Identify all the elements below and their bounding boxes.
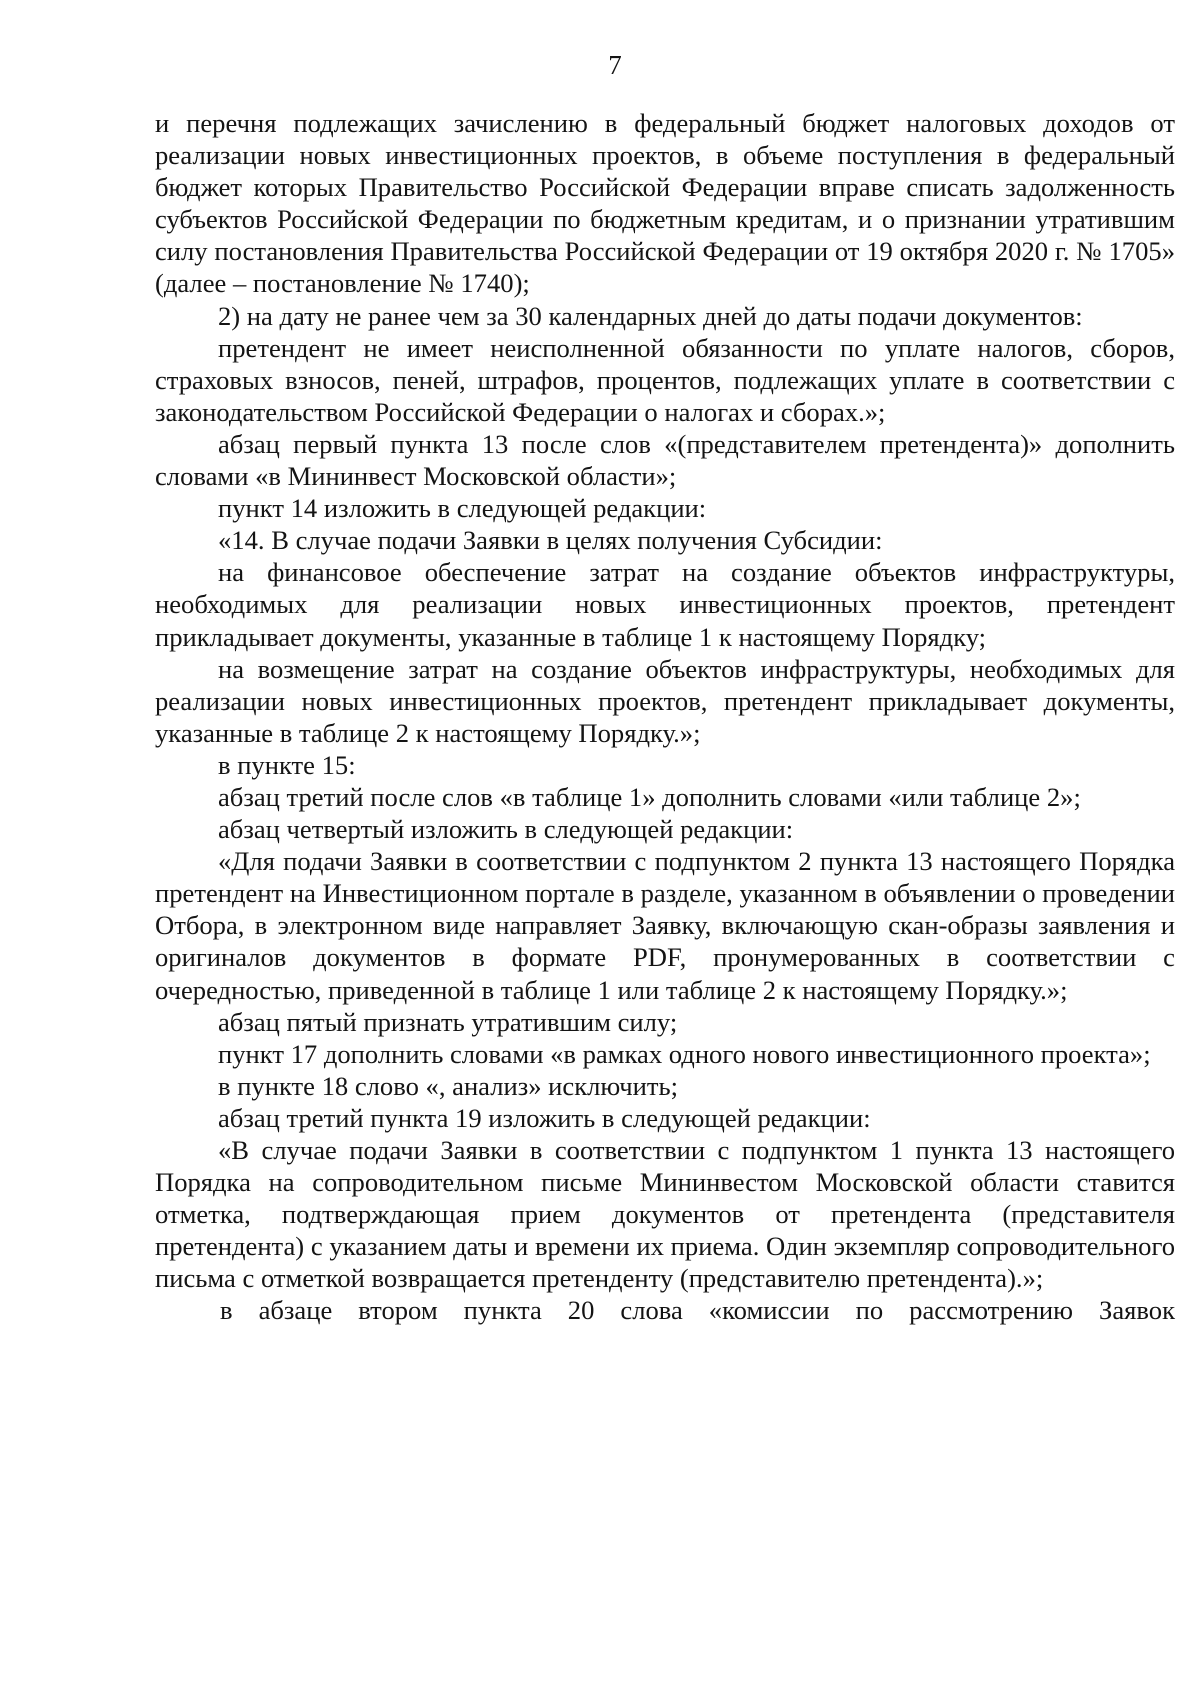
paragraph: пункт 17 дополнить словами «в рамках одного нового инвестиционного проекта»;: [218, 1038, 1151, 1069]
paragraph: на финансовое обеспечение затрат на создание объектов инфраструктуры, необходимых для реализации новых инвестиционных проектов, претендент прикладывает документы, указанные в таблице 1 к настоящему Порядку;: [155, 557, 1175, 652]
paragraph: абзац пятый признать утратившим силу;: [218, 1006, 678, 1037]
paragraph: абзац первый пункта 13 после слов «(представителем претендента)» дополнить словами «в Мининвест Московской области»;: [155, 428, 1175, 492]
paragraph: абзац третий после слов «в таблице 1» дополнить словами «или таблице 2»;: [218, 781, 1081, 812]
paragraph: и перечня подлежащих зачислению в федеральный бюджет налоговых доходов от реализации новых инвестиционных проектов, в объеме поступления в федеральный бюджет которых Правительство Российской Федерации вправе списать задолженность субъектов Российской Федерации по бюджетным кредитам, и о признании утратившим силу постановления Правительства Российской Федерации от 19 октября 2020 г. № 1705» (далее – постановление № 1740);: [155, 108, 1175, 299]
paragraph: абзац третий пункта 19 изложить в следующей редакции:: [218, 1102, 871, 1133]
paragraph: «Для подачи Заявки в соответствии с подпунктом 2 пункта 13 настоящего Порядка претендент на Инвестиционном портале в разделе, указанном в объявлении о проведении Отбора, в электронном виде направляет Заявку, включающую скан-образы заявления и оригиналов документов в формате PDF, пронумерованных в соответствии с очередностью, приведенной в таблице 1 или таблице 2 к настоящему Порядку.»;: [155, 846, 1175, 1005]
paragraph: на возмещение затрат на создание объектов инфраструктуры, необходимых для реализации новых инвестиционных проектов, претендент прикладывает документы, указанные в таблице 2 к настоящему Порядку.»;: [155, 653, 1175, 748]
document-body: [155, 107, 1175, 1327]
paragraph: претендент не имеет неисполненной обязанности по уплате налогов, сборов, страховых взносов, пеней, штрафов, процентов, подлежащих уплате в соответствии с законодательством Российской Федерации о налогах и сборах.»;: [155, 332, 1175, 427]
paragraph: 2) на дату не ранее чем за 30 календарных дней до даты подачи документов:: [218, 300, 1083, 331]
paragraph: «14. В случае подачи Заявки в целях получения Субсидии:: [218, 525, 883, 556]
paragraph: в пункте 18 слово «, анализ» исключить;: [218, 1070, 678, 1101]
paragraph: в пункте 15:: [218, 749, 356, 780]
paragraph: абзац четвертый изложить в следующей редакции:: [218, 814, 794, 845]
page-number: 7: [608, 50, 622, 80]
paragraph: пункт 14 изложить в следующей редакции:: [218, 493, 707, 524]
paragraph: «В случае подачи Заявки в соответствии с подпунктом 1 пункта 13 настоящего Порядка на сопроводительном письме Мининвестом Московской области ставится отметка, подтверждающая прием документов от претендента (представителя претендента) с указанием даты и времени их приема. Один экземпляр сопроводительного письма с отметкой возвращается претенденту (представителю претендента).»;: [155, 1135, 1175, 1294]
paragraph: в абзаце втором пункта 20 слова «комиссии по рассмотрению Заявок: [220, 1295, 1175, 1326]
